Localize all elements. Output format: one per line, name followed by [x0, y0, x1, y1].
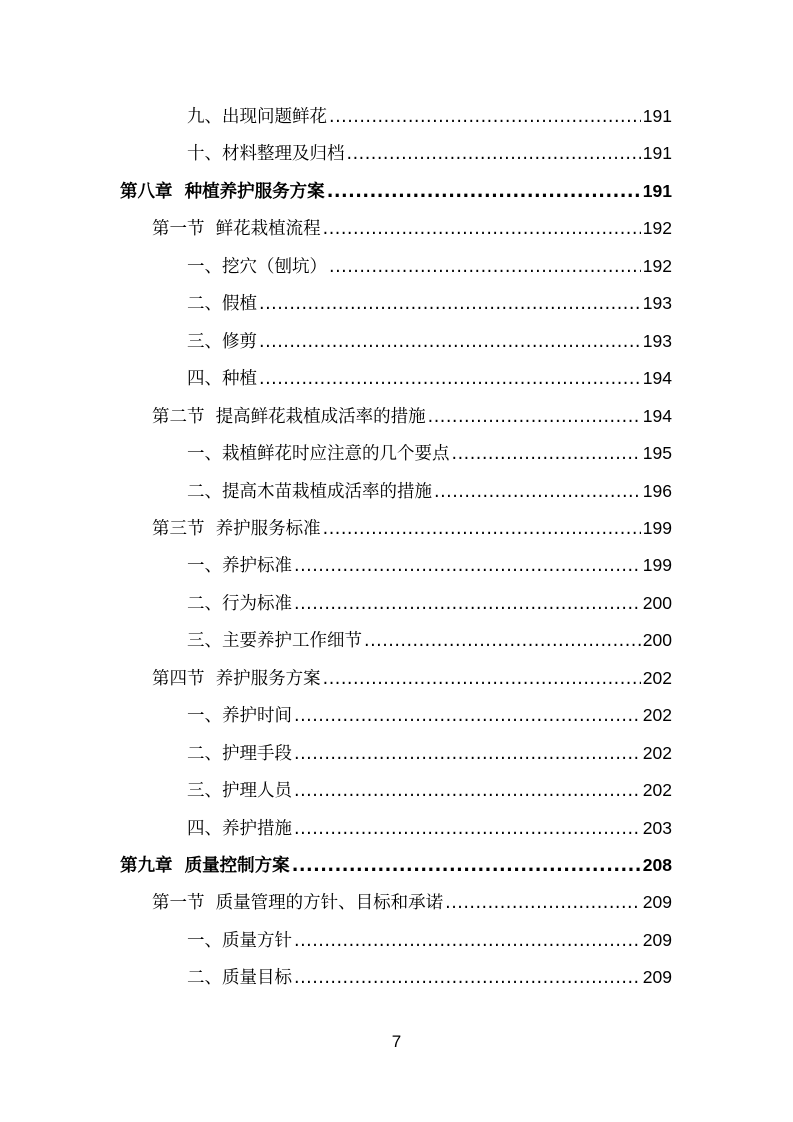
toc-entry-title: 第一节 质量管理的方针、目标和承诺: [152, 893, 444, 914]
toc-entry-page: 202: [642, 742, 672, 763]
toc-item-entry[interactable]: [187, 962, 672, 992]
toc-entry-page: 191: [642, 180, 672, 201]
toc-leader-dots: [294, 814, 641, 844]
toc-entry-title: 四、养护措施: [187, 818, 292, 839]
toc-entry-page: 208: [642, 855, 672, 875]
toc-entry-page: 199: [642, 517, 672, 538]
toc-item-entry[interactable]: [187, 550, 672, 580]
toc-item-entry[interactable]: [187, 438, 672, 468]
toc-leader-dots: [292, 851, 641, 881]
toc-entry-page: 202: [642, 780, 672, 801]
toc-item-entry[interactable]: [187, 625, 672, 655]
toc-entry-page: 193: [642, 330, 672, 351]
toc-entry-title: 四、种植: [187, 369, 257, 390]
toc-entry-title: 三、主要养护工作细节: [187, 631, 362, 652]
toc-entry-page: 194: [642, 405, 672, 426]
toc-entry-title: 第二节 提高鲜花栽植成活率的措施: [152, 406, 426, 427]
toc-leader-dots: [329, 252, 641, 282]
toc-item-entry[interactable]: [187, 588, 672, 618]
toc-entry-title: 二、质量目标: [187, 968, 292, 989]
toc-entry-title: 第四节 养护服务方案: [152, 668, 321, 689]
toc-item-entry[interactable]: [187, 101, 672, 131]
toc-leader-dots: [294, 551, 641, 581]
toc-entry-title: 一、养护标准: [187, 556, 292, 577]
toc-entry-page: 191: [642, 143, 672, 164]
toc-leader-dots: [259, 327, 641, 357]
toc-leader-dots: [294, 589, 641, 619]
toc-leader-dots: [428, 402, 641, 432]
toc-entry-page: 209: [642, 967, 672, 988]
toc-item-entry[interactable]: [187, 813, 672, 843]
toc-leader-dots: [323, 214, 641, 244]
toc-leader-dots: [452, 439, 641, 469]
toc-entry-title: 二、提高木苗栽植成活率的措施: [187, 481, 432, 502]
toc-leader-dots: [294, 776, 641, 806]
toc-leader-dots: [445, 888, 641, 918]
toc-leader-dots: [294, 701, 641, 731]
toc-entry-page: 209: [642, 892, 672, 913]
toc-entry-title: 一、质量方针: [187, 930, 292, 951]
toc-section-entry[interactable]: [152, 663, 672, 693]
toc-entry-page: 191: [642, 106, 672, 126]
toc-entry-page: 193: [642, 293, 672, 314]
toc-item-entry[interactable]: [187, 363, 672, 393]
toc-leader-dots: [259, 289, 641, 319]
toc-entry-page: 196: [642, 480, 672, 501]
toc-entry-page: 199: [642, 555, 672, 576]
toc-leader-dots: [294, 739, 641, 769]
toc-entry-page: 203: [642, 817, 672, 838]
toc-chapter-entry[interactable]: [120, 176, 672, 206]
toc-leader-dots: [259, 364, 641, 394]
toc-item-entry[interactable]: [187, 326, 672, 356]
toc-item-entry[interactable]: [187, 288, 672, 318]
toc-item-entry[interactable]: [187, 925, 672, 955]
toc-entry-page: 202: [642, 667, 672, 688]
toc-entry-page: 200: [642, 630, 672, 651]
toc-leader-dots: [323, 514, 641, 544]
toc-section-entry[interactable]: [152, 887, 672, 917]
toc-entry-title: 第九章 质量控制方案: [120, 856, 290, 876]
toc-section-entry[interactable]: [152, 513, 672, 543]
toc-leader-dots: [327, 177, 641, 207]
toc-entry-title: 一、挖穴（刨坑）: [187, 256, 327, 277]
toc-leader-dots: [364, 626, 641, 656]
toc-leader-dots: [329, 102, 641, 132]
toc-leader-dots: [294, 963, 641, 993]
toc-entry-page: 194: [642, 368, 672, 389]
toc-entry-title: 第一节 鲜花栽植流程: [152, 219, 321, 240]
toc-entry-page: 192: [642, 218, 672, 239]
toc-section-entry[interactable]: [152, 213, 672, 243]
toc-leader-dots: [347, 139, 641, 169]
toc-entry-page: 200: [642, 592, 672, 613]
toc-item-entry[interactable]: [187, 476, 672, 506]
toc-entry-page: 195: [642, 443, 672, 464]
toc-item-entry[interactable]: [187, 738, 672, 768]
toc-chapter-entry[interactable]: [120, 850, 672, 880]
toc-leader-dots: [323, 664, 641, 694]
toc-entry-page: 209: [642, 929, 672, 950]
toc-leader-dots: [294, 926, 641, 956]
toc-entry-title: 第三节 养护服务标准: [152, 518, 321, 539]
toc-entry-title: 一、养护时间: [187, 706, 292, 727]
toc-entry-page: 192: [642, 255, 672, 276]
toc-item-entry[interactable]: [187, 775, 672, 805]
toc-entry-title: 九、出现问题鲜花: [187, 107, 327, 127]
toc-entry-title: 十、材料整理及归档: [187, 144, 345, 165]
toc-item-entry[interactable]: [187, 138, 672, 168]
toc-entry-title: 一、栽植鲜花时应注意的几个要点: [187, 444, 450, 465]
toc-item-entry[interactable]: [187, 251, 672, 281]
toc-item-entry[interactable]: [187, 700, 672, 730]
toc-leader-dots: [434, 477, 641, 507]
toc-entry-title: 二、行为标准: [187, 593, 292, 614]
toc-entry-title: 三、修剪: [187, 331, 257, 352]
toc-entry-title: 二、护理手段: [187, 743, 292, 764]
toc-entry-title: 二、假植: [187, 294, 257, 315]
toc-entry-title: 三、护理人员: [187, 781, 292, 802]
page-number: 7: [391, 1032, 402, 1051]
toc-entry-page: 202: [642, 705, 672, 726]
toc-section-entry[interactable]: [152, 401, 672, 431]
toc-entry-title: 第八章 种植养护服务方案: [120, 181, 325, 202]
